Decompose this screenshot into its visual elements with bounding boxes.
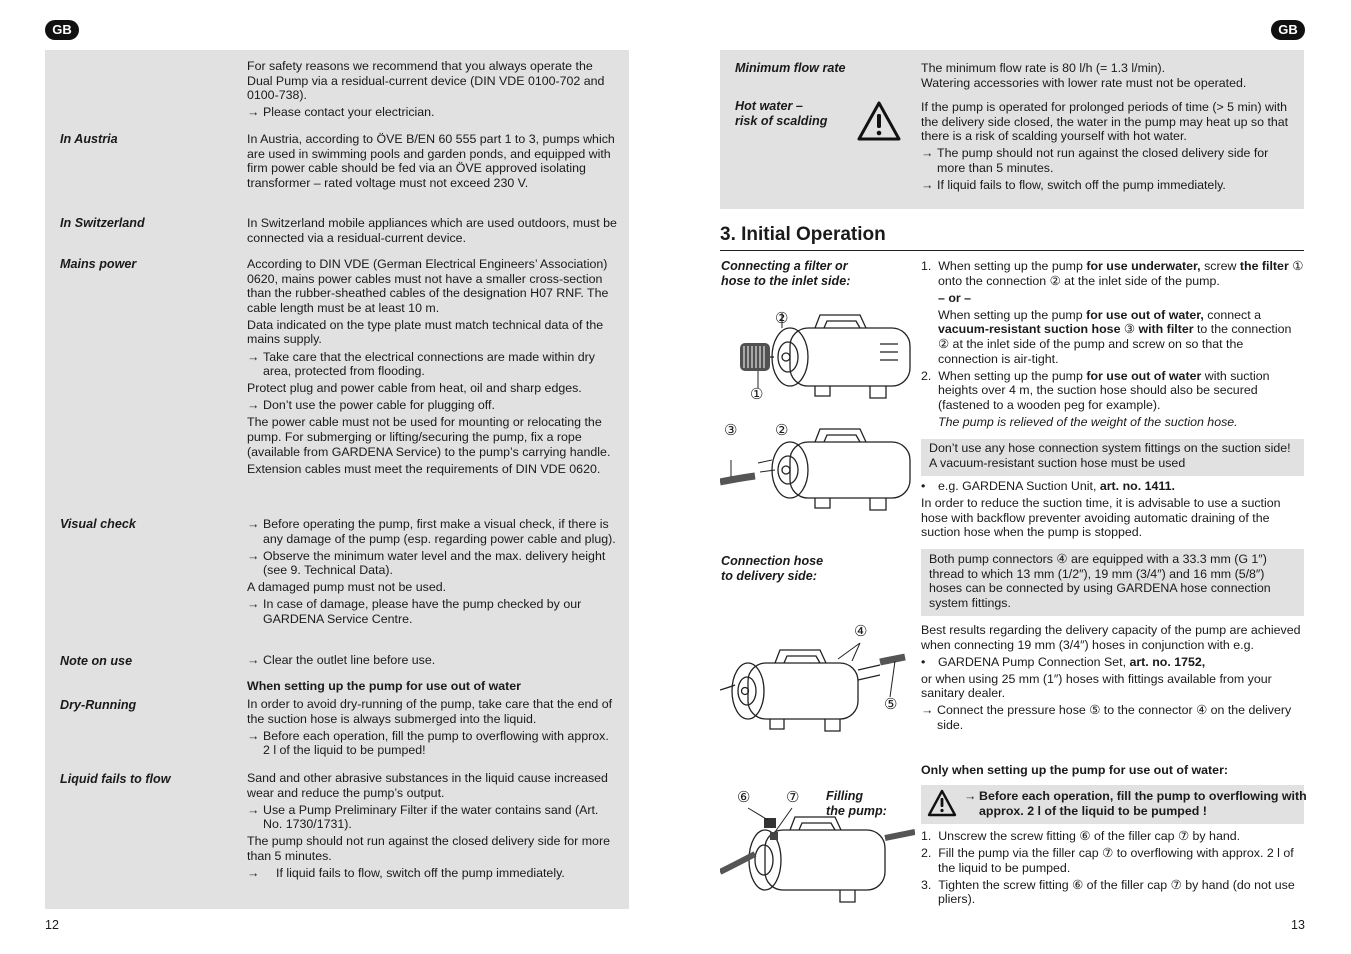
visual-arrow-2: → Observe the minimum water level and the max. delivery height (see 9. Technical Data). bbox=[247, 549, 619, 578]
liquid-section bbox=[247, 771, 619, 883]
callout-1: ① bbox=[750, 386, 764, 403]
filling-label-line1: Filling bbox=[826, 789, 864, 803]
mains-arrow-2: → Don’t use the power cable for plugging off. bbox=[247, 398, 619, 413]
mains-text-1: According to DIN VDE (German Electrical Engineers’ Association) 0620, mains power cables must not have a smaller cross-section than the rubber-sheathed cables of the designation H07 RNF. The cable length must be at least 10 m. bbox=[247, 257, 609, 315]
step-number: 2. bbox=[921, 846, 932, 861]
step-text: When setting up the pump bbox=[938, 259, 1087, 273]
filling-heading bbox=[921, 763, 1304, 780]
filter-label-line1: Connecting a filter or bbox=[721, 259, 848, 273]
step-number: 1. bbox=[921, 259, 932, 273]
step-text: to the connection ② at the inlet side of the pump and screw on so that the connection is air-tight. bbox=[938, 322, 1292, 366]
safety-text: For safety reasons we recommend that you always operate the Dual Pump via a residual-current device (DIN VDE 0100-702 and 0100-738). bbox=[247, 59, 605, 103]
visual-arrow-3: → In case of damage, please have the pump checked by our GARDENA Service Centre. bbox=[247, 597, 619, 626]
suction-warning-text: Don’t use any hose connection system fittings on the suction side! A vacuum-resistant suction hose must be used bbox=[929, 441, 1291, 470]
filling-step-3 bbox=[921, 878, 1304, 907]
filling-warning-text bbox=[964, 789, 1314, 818]
delivery-text-2: or when using 25 mm (1″) hoses with fittings available from your sanitary dealer. bbox=[921, 671, 1272, 701]
safety-arrow-item: → Please contact your electrician. bbox=[247, 105, 619, 120]
language-badge-right: GB bbox=[1271, 20, 1305, 40]
connector-info-box bbox=[921, 549, 1304, 616]
step-bold: with filter bbox=[1138, 322, 1194, 337]
mains-arrow-1: → Take care that the electrical connections are made within dry area, protected from flooding. bbox=[247, 350, 619, 379]
step-text: ③ bbox=[1120, 322, 1139, 337]
dry-label: Dry-Running bbox=[60, 698, 137, 712]
step-number: 3. bbox=[921, 877, 932, 892]
filter-label-line2: hose to the inlet side: bbox=[721, 274, 851, 288]
callout-2b: ② bbox=[775, 422, 789, 439]
austria-text: In Austria, according to ÖVE B/EN 60 555 part 1 to 3, pumps which are used in swimming pools and garden ponds, and equipped with firm power cable should be fed via an ÖVE approved isolating transformer – rated voltage must not exceed 230 V. bbox=[247, 132, 615, 190]
visual-label: Visual check bbox=[60, 517, 136, 531]
austria-section bbox=[247, 132, 619, 193]
step-text: connect a bbox=[1203, 307, 1262, 322]
step-text: with suction heights over 4 m, the suction hose should also be secured (fastened to a wooden peg for example). bbox=[938, 368, 1270, 412]
pump-delivery-illustration bbox=[720, 635, 915, 740]
step-text: Unscrew the screw fitting ⑥ of the filler cap ⑦ by hand. bbox=[938, 829, 1241, 843]
filter-step-1b bbox=[921, 308, 1304, 366]
suction-time-text: In order to reduce the suction time, it is advisable to use a suction hose with backflow preventer avoiding automatic draining of the suction hose when the pump is stopped. bbox=[921, 496, 1281, 540]
visual-section bbox=[247, 517, 619, 629]
arrow-icon: → bbox=[964, 789, 977, 803]
callout-2: ② bbox=[775, 310, 789, 327]
mains-text-4: The power cable must not be used for mounting or relocating the pump. For submerging or lifting/securing the pump, fix a rope (available from GARDENA Service) to the pump’s carrying handle. bbox=[247, 415, 611, 459]
hotwater-label-line1: Hot water – bbox=[735, 99, 803, 113]
filling-step-2 bbox=[921, 846, 1304, 875]
liquid-text-1: Sand and other abrasive substances in the liquid cause increased wear and reduce the pump’s output. bbox=[247, 771, 608, 800]
filling-label-line2: the pump: bbox=[826, 804, 887, 818]
warning-triangle-icon bbox=[856, 100, 902, 142]
suction-unit-bullet bbox=[921, 479, 1304, 494]
switzerland-section bbox=[247, 216, 619, 248]
step-number: 1. bbox=[921, 829, 932, 843]
dry-heading-text: When setting up the pump for use out of water bbox=[247, 679, 521, 693]
step-text: ① onto the connection ② at the inlet side of the pump. bbox=[938, 259, 1304, 288]
step-bold: for use underwater, bbox=[1086, 259, 1201, 273]
callout-6: ⑥ bbox=[737, 789, 751, 806]
callout-4: ④ bbox=[854, 623, 868, 640]
step-bold: the filter bbox=[1239, 259, 1289, 273]
step-text: When setting up the pump bbox=[938, 307, 1087, 322]
step-text: screw bbox=[1200, 259, 1240, 273]
switzerland-text: In Switzerland mobile appliances which are used outdoors, must be connected via a residual-current device. bbox=[247, 216, 617, 245]
filling-heading-text: Only when setting up the pump for use out of water: bbox=[921, 763, 1229, 777]
dry-text: In order to avoid dry-running of the pump, take care that the end of the suction hose is always submerged into the liquid. bbox=[247, 697, 613, 726]
callout-3: ③ bbox=[724, 422, 738, 439]
liquid-arrow-2: → If liquid fails to flow, switch off the pump immediately. bbox=[247, 866, 619, 881]
language-badge-left: GB bbox=[45, 20, 79, 40]
visual-text-1: A damaged pump must not be used. bbox=[247, 580, 447, 595]
mains-text-5: Extension cables must meet the requirements of DIN VDE 0620. bbox=[247, 461, 601, 476]
note-label: Note on use bbox=[60, 654, 133, 668]
mains-text-2: Data indicated on the type plate must match technical data of the mains supply. bbox=[247, 317, 604, 347]
hotwater-text: If the pump is operated for prolonged periods of time (> 5 min) with the delivery side closed, the water in the pump may heat up so that there is a risk of scalding yourself with hot water. bbox=[921, 100, 1289, 144]
filter-step-2 bbox=[921, 369, 1304, 413]
mains-label: Mains power bbox=[60, 257, 137, 271]
delivery-label-line2: to delivery side: bbox=[721, 569, 817, 583]
hotwater-label bbox=[735, 99, 827, 129]
minflow-text-2: Watering accessories with lower rate must not be operated. bbox=[921, 75, 1247, 90]
dry-section bbox=[247, 697, 619, 760]
title-rule bbox=[720, 250, 1304, 251]
mains-text-3: Protect plug and power cable from heat, oil and sharp edges. bbox=[247, 381, 582, 396]
connector-info-text: Both pump connectors ④ are equipped with a 33.3 mm (G 1″) thread to which 13 mm (1/2″), 19 mm (3/4″) and 16 mm (5/8″) hoses can be connected by using GARDENA hose connection system fittings. bbox=[929, 552, 1271, 610]
minflow-section bbox=[921, 61, 1296, 93]
minflow-text-1: The minimum flow rate is 80 l/h (= 1.3 l/min). bbox=[921, 61, 1166, 75]
switzerland-label: In Switzerland bbox=[60, 216, 145, 230]
warning-triangle-icon bbox=[927, 789, 957, 817]
mains-section bbox=[247, 257, 619, 479]
liquid-text-2: The pump should not run against the closed delivery side for more than 5 minutes. bbox=[247, 834, 610, 863]
bullet-text: GARDENA Pump Connection Set, bbox=[938, 654, 1130, 669]
step-text: Tighten the screw fitting ⑥ of the filler cap ⑦ by hand (do not use pliers). bbox=[938, 877, 1295, 907]
dry-arrow: → Before each operation, fill the pump to overflowing with approx. 2 l of the liquid to be pumped! bbox=[247, 729, 619, 758]
step-number: 2. bbox=[921, 368, 932, 383]
filter-label bbox=[721, 259, 850, 289]
delivery-arrow: → Connect the pressure hose ⑤ to the connector ④ on the delivery side. bbox=[921, 703, 1304, 732]
section-title: 3. Initial Operation bbox=[720, 224, 886, 245]
page-number-left: 12 bbox=[45, 918, 59, 932]
filling-step-1 bbox=[921, 829, 1304, 844]
step-bold: vacuum-resistant suction hose bbox=[938, 322, 1121, 337]
safety-section bbox=[247, 59, 619, 122]
step-bold: for use out of water bbox=[1086, 368, 1202, 383]
note-section bbox=[247, 653, 619, 670]
delivery-label-line1: Connection hose bbox=[721, 554, 824, 568]
filter-steps bbox=[921, 259, 1304, 432]
filling-steps bbox=[921, 829, 1304, 909]
delivery-bullet bbox=[921, 655, 1304, 670]
pump-filling-illustration bbox=[720, 790, 915, 910]
visual-arrow-1: → Before operating the pump, first make a visual check, if there is any damage of the pump (esp. regarding power cable and plug). bbox=[247, 517, 619, 546]
filling-warning-box bbox=[921, 785, 1307, 824]
pump-hose-illustration bbox=[720, 420, 915, 515]
delivery-text-1: Best results regarding the delivery capacity of the pump are achieved when connecting 19 mm (3/4″) hoses in conjunction with e.g. bbox=[921, 623, 1301, 652]
suction-unit-section bbox=[921, 479, 1304, 542]
filter-or: – or – bbox=[938, 290, 972, 305]
minflow-label: Minimum flow rate bbox=[735, 61, 846, 75]
hotwater-arrow-1: → The pump should not run against the closed delivery side for more than 5 minutes. bbox=[921, 146, 1296, 175]
filter-step-2-note: The pump is relieved of the weight of the suction hose. bbox=[938, 414, 1238, 429]
delivery-section bbox=[921, 623, 1304, 735]
hotwater-section bbox=[921, 100, 1296, 195]
dry-heading bbox=[247, 679, 619, 696]
bullet-bold: art. no. 1752, bbox=[1129, 654, 1206, 669]
note-arrow: → Clear the outlet line before use. bbox=[247, 653, 619, 668]
hotwater-label-line2: risk of scalding bbox=[735, 114, 828, 128]
liquid-arrow-1: → Use a Pump Preliminary Filter if the water contains sand (Art. No. 1730/1731). bbox=[247, 803, 619, 832]
step-text: Fill the pump via the filler cap ⑦ to overflowing with approx. 2 l of the liquid to be pumped. bbox=[938, 846, 1294, 875]
callout-5: ⑤ bbox=[884, 696, 898, 713]
step-bold: for use out of water, bbox=[1086, 307, 1204, 322]
hotwater-arrow-2: → If liquid fails to flow, switch off the pump immediately. bbox=[921, 178, 1296, 193]
suction-warning-box bbox=[921, 439, 1304, 476]
step-text: When setting up the pump bbox=[938, 368, 1087, 383]
filter-step-1 bbox=[921, 259, 1304, 288]
bullet-text: e.g. GARDENA Suction Unit, bbox=[938, 479, 1100, 493]
delivery-label bbox=[721, 554, 823, 584]
liquid-label: Liquid fails to flow bbox=[60, 772, 171, 786]
austria-label: In Austria bbox=[60, 132, 118, 146]
warning-text: Before each operation, fill the pump to overflowing with approx. 2 l of the liquid to be pumped ! bbox=[979, 789, 1307, 818]
page-number-right: 13 bbox=[1291, 918, 1305, 932]
bullet-bold: art. no. 1411. bbox=[1099, 479, 1175, 493]
callout-7: ⑦ bbox=[786, 789, 800, 806]
